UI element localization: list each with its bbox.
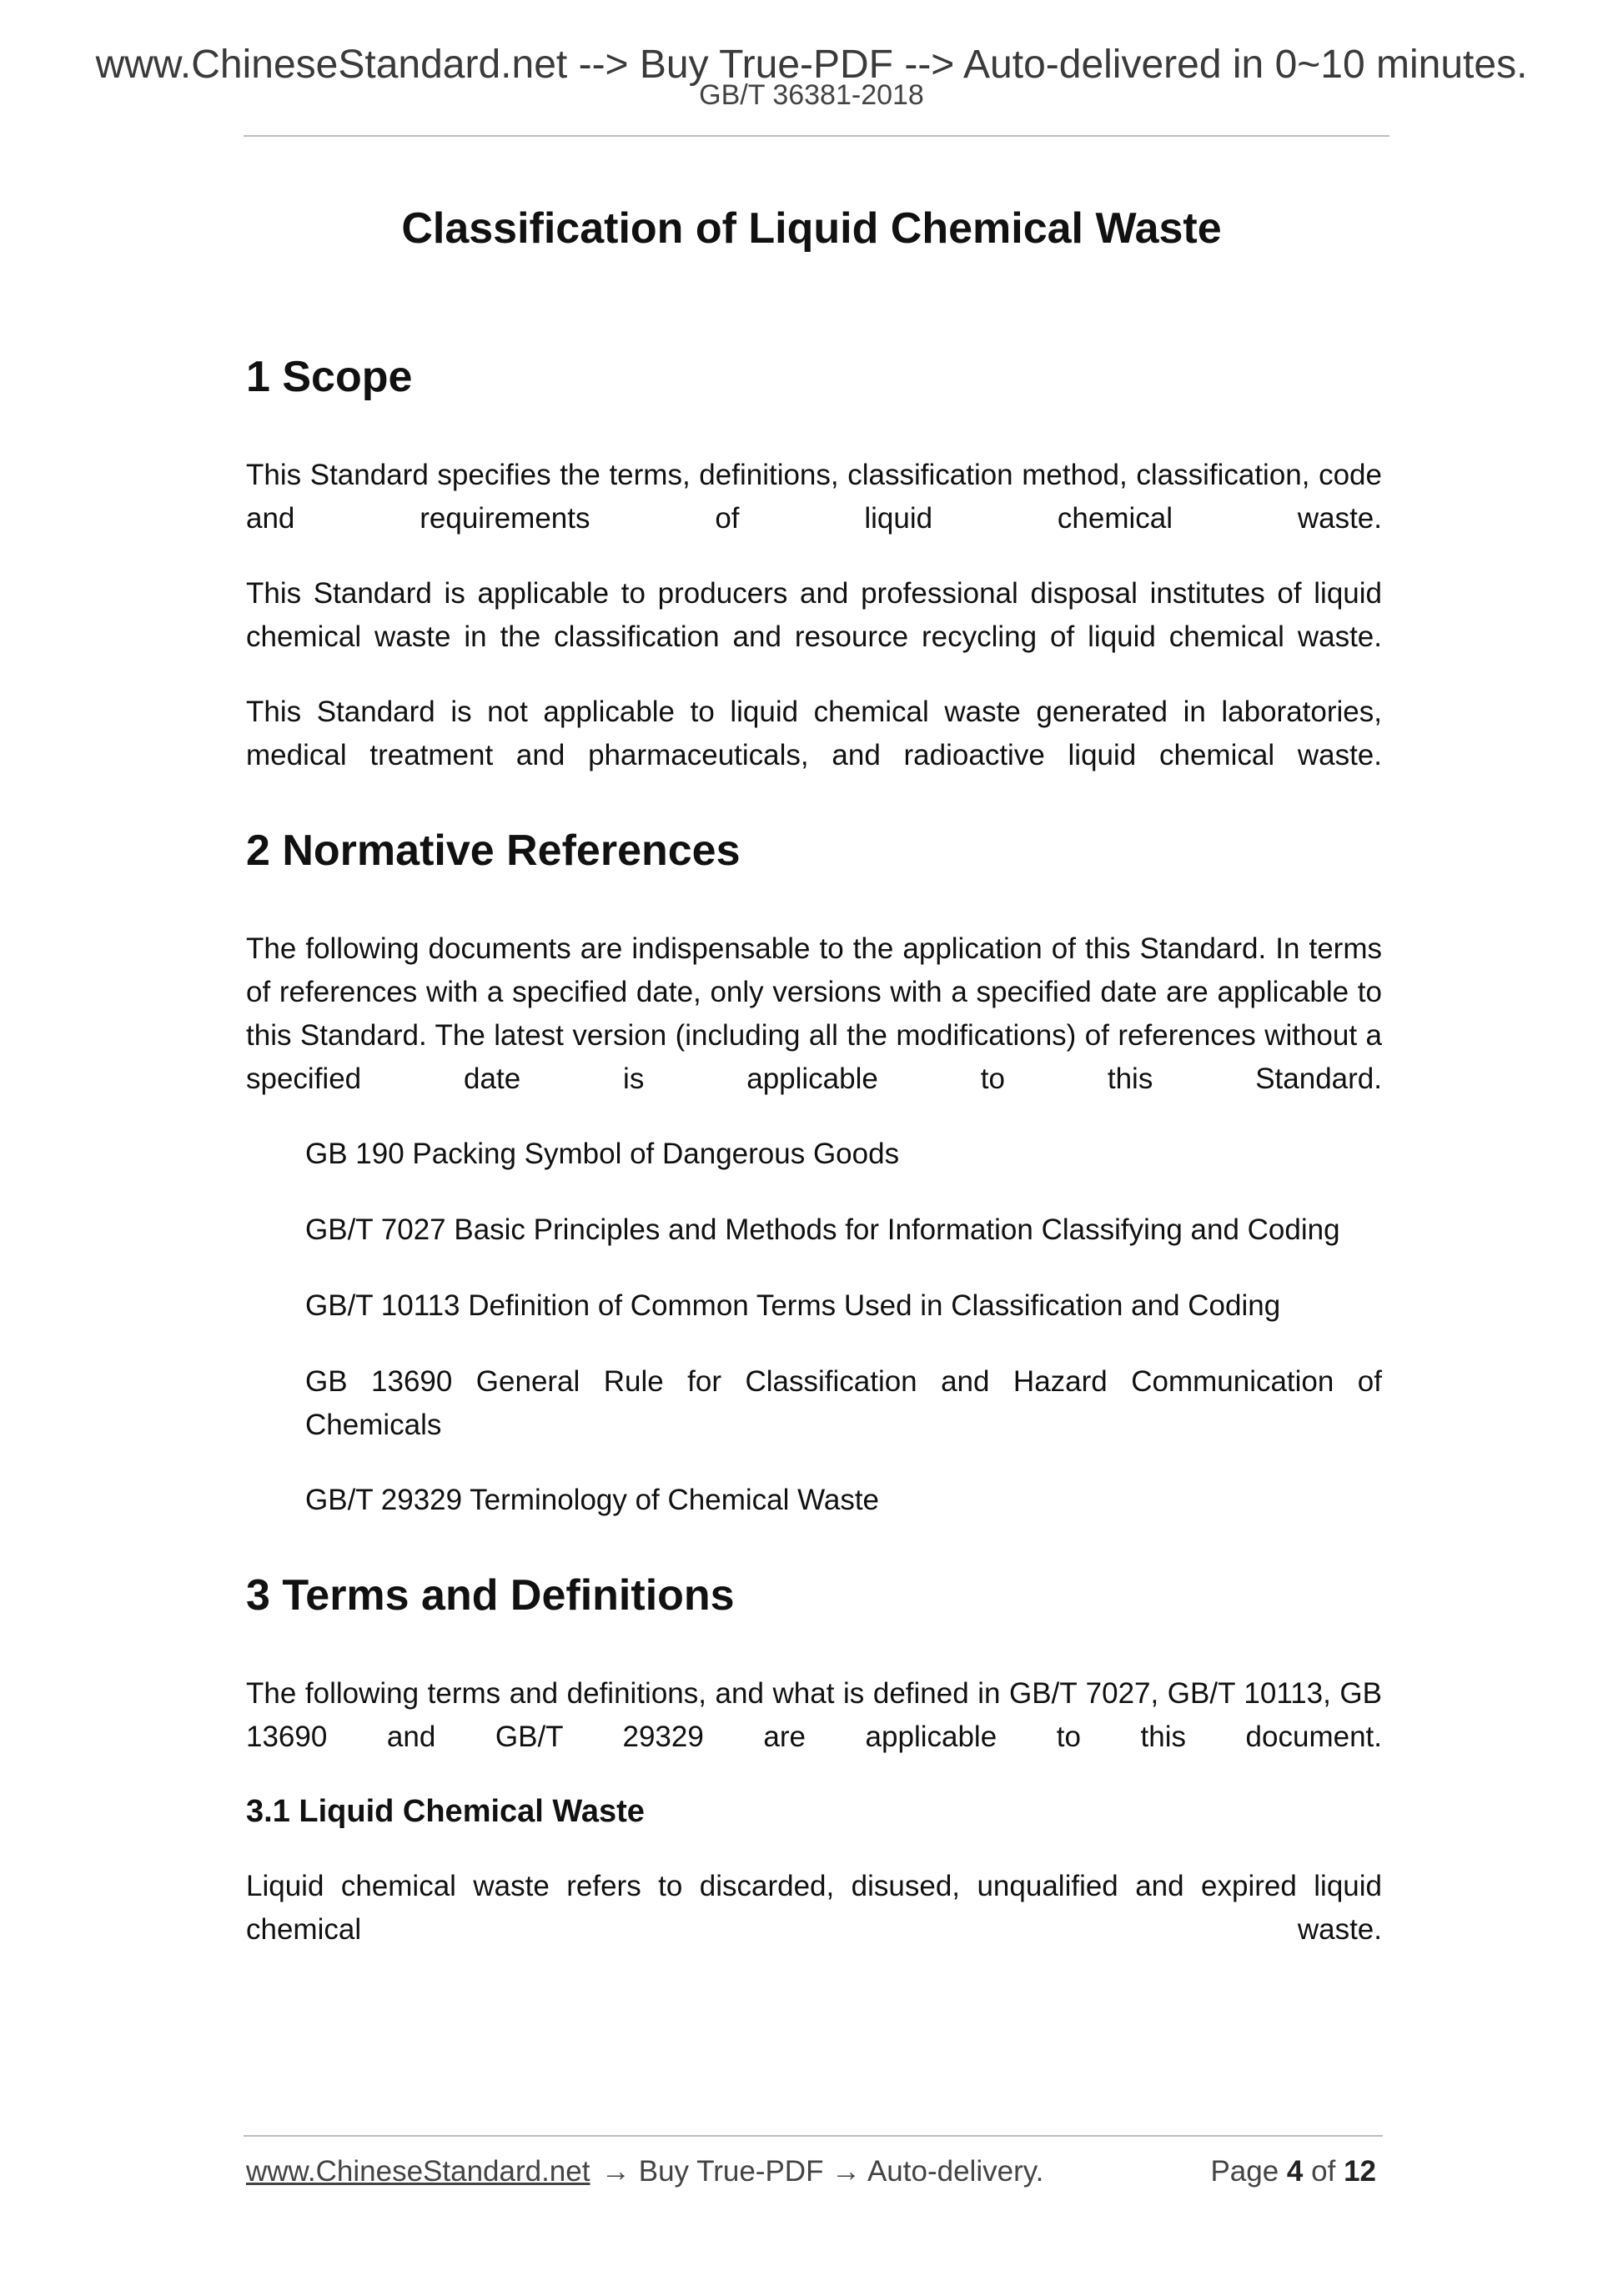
subsection-3-1-paragraph: Liquid chemical waste refers to discarded, disused, unqualified and expired liquid chemical waste. [246, 1870, 1382, 1946]
section-3-paragraph-1: The following terms and definitions, and what is defined in GB/T 7027, GB/T 10113, GB 13690 and GB/T 29329 are applicable to this document. [246, 1677, 1382, 1753]
section-1-heading: 1 Scope [246, 353, 413, 401]
subsection-3-1-heading: 3.1 Liquid Chemical Waste [246, 1794, 645, 1829]
page-current: 4 [1286, 2155, 1304, 2188]
section-1-paragraph-1: This Standard specifies the terms, definitions, classification method, classification, code and requirements of liquid chemical waste. [246, 459, 1382, 535]
footer-tagline: → Buy True-PDF → Auto-delivery. [601, 2155, 1044, 2188]
header-divider [244, 135, 1389, 137]
section-1-paragraph-2: This Standard is applicable to producers and professional disposal institutes of liquid chemical waste in the classification and resource recycling of liquid chemical waste. [246, 577, 1382, 653]
page-total: 12 [1344, 2155, 1376, 2188]
section-3-heading: 3 Terms and Definitions [246, 1571, 735, 1620]
reference-item: GB/T 10113 Definition of Common Terms Used in Classification and Coding [305, 1289, 1281, 1322]
reference-item: GB/T 29329 Terminology of Chemical Waste [305, 1484, 880, 1516]
page-indicator [1210, 2153, 1376, 2190]
page-of: of [1311, 2155, 1336, 2188]
reference-item: GB 190 Packing Symbol of Dangerous Goods [305, 1138, 900, 1170]
document-title: Classification of Liquid Chemical Waste [401, 204, 1222, 253]
page-label: Page [1210, 2155, 1279, 2188]
footer-divider [244, 2135, 1383, 2137]
section-1-paragraph-3: This Standard is not applicable to liquid chemical waste generated in laboratories, medical treatment and pharmaceuticals, and radioactive liquid chemical waste. [246, 696, 1382, 771]
section-2-paragraph-1: The following documents are indispensable to the application of this Standard. In terms of references with a specified date, only versions with a specified date are applicable to this Standard. The latest version (including all the modifications) of references without a specified date is applicable to this Standard. [246, 932, 1382, 1095]
footer-website-link[interactable]: www.ChineseStandard.net [246, 2155, 590, 2188]
header-banner: www.ChineseStandard.net --> Buy True-PDF --> Auto-delivered in 0~10 minutes. [95, 43, 1528, 87]
section-2-heading: 2 Normative References [246, 826, 741, 875]
reference-item: GB 13690 General Rule for Classification and Hazard Communication of Chemicals [305, 1365, 1382, 1441]
reference-item: GB/T 7027 Basic Principles and Methods for Information Classifying and Coding [305, 1213, 1340, 1246]
document-number: GB/T 36381-2018 [699, 79, 924, 111]
